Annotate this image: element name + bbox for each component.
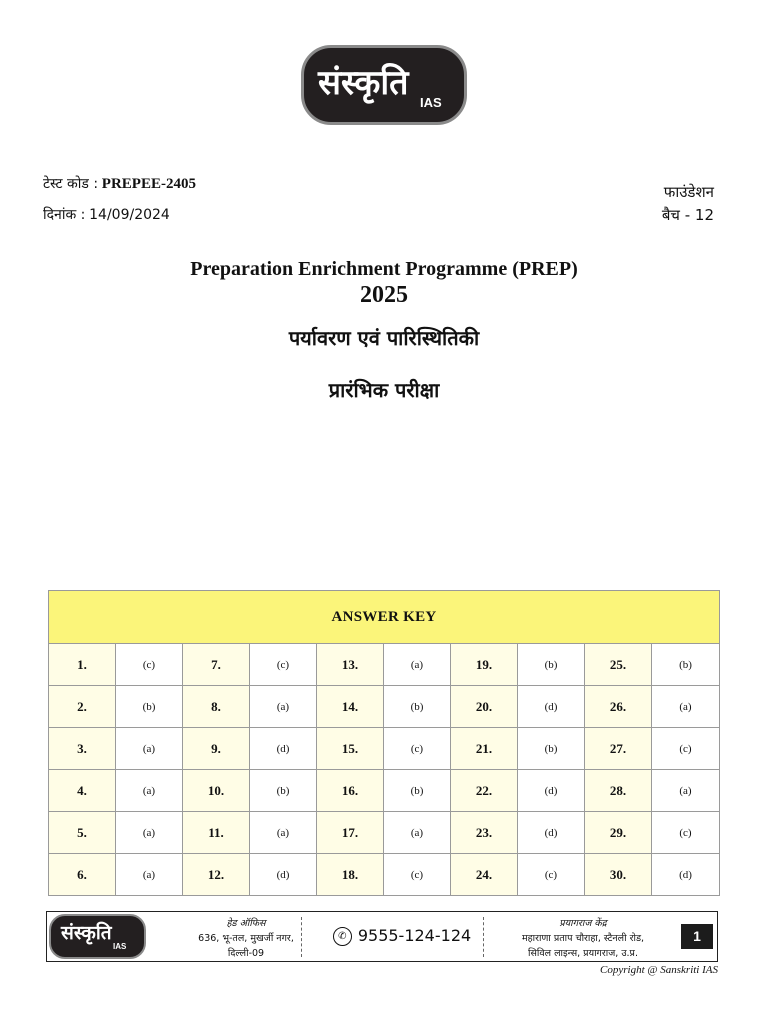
answer-key-table — [48, 590, 720, 896]
answer-option: (b) — [652, 644, 720, 686]
question-number: 10. — [183, 770, 250, 812]
phone-icon: ✆ — [333, 927, 352, 946]
head-office-line1: 636, भू-तल, मुखर्जी नगर, — [198, 933, 294, 944]
answer-key-row — [49, 854, 720, 896]
question-number: 6. — [49, 854, 116, 896]
prayagraj-line2: सिविल लाइन्स, प्रयागराज, उ.प्र. — [528, 948, 638, 959]
answer-option: (a) — [116, 770, 183, 812]
head-office-title: हेड ऑफिस — [226, 918, 266, 929]
programme-title: Preparation Enrichment Programme (PREP) — [190, 258, 578, 280]
answer-option: (d) — [250, 854, 317, 896]
answer-option: (c) — [652, 728, 720, 770]
batch-number: बैच - 12 — [661, 206, 714, 224]
answer-option: (a) — [250, 686, 317, 728]
answer-option: (a) — [652, 770, 720, 812]
answer-option: (a) — [116, 728, 183, 770]
answer-option: (d) — [518, 686, 585, 728]
question-number: 1. — [49, 644, 116, 686]
answer-key-row — [49, 686, 720, 728]
question-number: 9. — [183, 728, 250, 770]
answer-option: (d) — [250, 728, 317, 770]
answer-option: (b) — [384, 686, 451, 728]
phone-contact — [327, 926, 477, 946]
answer-key-body — [49, 644, 720, 896]
footer-divider — [483, 917, 484, 957]
logo-suffix: IAS — [420, 95, 442, 110]
programme-year: 2025 — [360, 282, 408, 308]
answer-key-row — [49, 644, 720, 686]
answer-option: (a) — [384, 644, 451, 686]
prayagraj-address — [485, 916, 681, 961]
answer-option: (c) — [652, 812, 720, 854]
question-number: 28. — [585, 770, 652, 812]
answer-option: (c) — [384, 854, 451, 896]
test-code-label: टेस्ट कोड : — [43, 176, 99, 192]
answer-option: (a) — [652, 686, 720, 728]
answer-option: (b) — [518, 644, 585, 686]
answer-option: (d) — [652, 854, 720, 896]
answer-option: (c) — [384, 728, 451, 770]
logo-name: संस्कृति — [318, 63, 409, 103]
question-number: 21. — [451, 728, 518, 770]
sanskriti-ias-logo — [301, 45, 467, 125]
question-number: 26. — [585, 686, 652, 728]
answer-key-row — [49, 812, 720, 854]
subject-title: पर्यावरण एवं पारिस्थितिकी — [288, 326, 480, 350]
copyright-notice: Copyright @ Sanskriti IAS — [600, 964, 718, 976]
date-label: दिनांक : — [43, 207, 86, 223]
question-number: 4. — [49, 770, 116, 812]
question-number: 5. — [49, 812, 116, 854]
answer-option: (a) — [384, 812, 451, 854]
question-number: 18. — [317, 854, 384, 896]
answer-option: (c) — [518, 854, 585, 896]
footer-logo-name: संस्कृति — [61, 922, 112, 944]
answer-option: (b) — [116, 686, 183, 728]
answer-option: (a) — [116, 812, 183, 854]
answer-option: (a) — [250, 812, 317, 854]
question-number: 17. — [317, 812, 384, 854]
test-code-value: PREPEE-2405 — [101, 176, 196, 192]
answer-option: (b) — [384, 770, 451, 812]
question-number: 24. — [451, 854, 518, 896]
question-number: 8. — [183, 686, 250, 728]
question-number: 20. — [451, 686, 518, 728]
footer-logo-suffix: IAS — [113, 942, 127, 951]
answer-option: (d) — [518, 770, 585, 812]
answer-option: (d) — [518, 812, 585, 854]
question-number: 16. — [317, 770, 384, 812]
answer-option: (b) — [250, 770, 317, 812]
answer-option: (b) — [518, 728, 585, 770]
answer-key-row — [49, 770, 720, 812]
question-number: 14. — [317, 686, 384, 728]
exam-title: प्रारंभिक परीक्षा — [328, 378, 440, 402]
question-number: 27. — [585, 728, 652, 770]
question-number: 29. — [585, 812, 652, 854]
question-number: 11. — [183, 812, 250, 854]
head-office-address — [151, 916, 341, 961]
question-number: 7. — [183, 644, 250, 686]
question-number: 25. — [585, 644, 652, 686]
answer-option: (c) — [116, 644, 183, 686]
question-number: 15. — [317, 728, 384, 770]
head-office-line2: दिल्ली-09 — [227, 948, 265, 959]
question-number: 22. — [451, 770, 518, 812]
page-number: 1 — [681, 924, 713, 949]
question-number: 19. — [451, 644, 518, 686]
question-number: 30. — [585, 854, 652, 896]
phone-number: 9555-124-124 — [357, 926, 472, 945]
page-footer — [46, 911, 718, 962]
question-number: 12. — [183, 854, 250, 896]
question-number: 3. — [49, 728, 116, 770]
footer-divider — [301, 917, 302, 957]
footer-logo — [49, 914, 146, 959]
answer-option: (a) — [116, 854, 183, 896]
answer-key-title: ANSWER KEY — [49, 591, 720, 644]
answer-key-row — [49, 728, 720, 770]
question-number: 13. — [317, 644, 384, 686]
question-number: 2. — [49, 686, 116, 728]
answer-option: (c) — [250, 644, 317, 686]
test-code — [43, 174, 196, 193]
prayagraj-line1: महाराणा प्रताप चौराहा, स्टैनली रोड, — [521, 933, 645, 944]
test-date — [43, 205, 170, 224]
prayagraj-title: प्रयागराज केंद्र — [559, 918, 607, 929]
question-number: 23. — [451, 812, 518, 854]
date-value: 14/09/2024 — [89, 207, 170, 223]
course-name: फाउंडेशन — [663, 183, 714, 201]
